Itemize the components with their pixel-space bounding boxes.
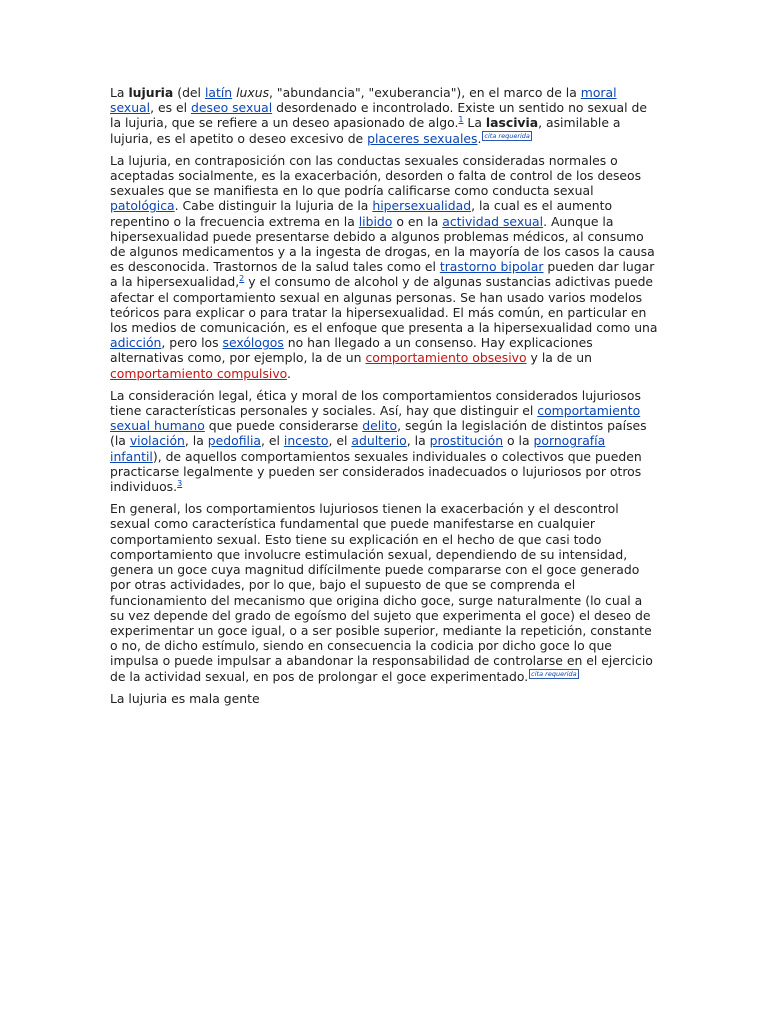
link-trastorno-bipolar[interactable]: trastorno bipolar <box>439 259 544 275</box>
link-latin[interactable]: latín <box>204 85 233 100</box>
text: La <box>463 115 486 131</box>
reference-link[interactable]: 2 <box>239 274 245 284</box>
text: , el <box>328 433 352 449</box>
text: , la <box>184 433 208 449</box>
text: La <box>110 85 129 100</box>
link-comportamiento-sexual-humano[interactable]: comportamiento sexual humano <box>110 403 641 434</box>
link-adulterio[interactable]: adulterio <box>351 433 407 449</box>
paragraph-intro <box>110 85 660 146</box>
text: , "abundancia", "exuberancia"), en el marco de la <box>269 85 581 100</box>
term-lascivia: lascivia <box>485 115 539 131</box>
reference-3[interactable] <box>177 479 182 488</box>
link-patologica[interactable]: patológica <box>110 198 175 214</box>
text: desordenado e incontrolado. Existe un sentido no sexual de la lujuria, que se refiere a un deseo apasionado de algo. <box>110 100 647 131</box>
text: y la de un <box>526 350 592 366</box>
link-pornografia-infantil[interactable]: pornografía infantil <box>110 433 606 464</box>
text: La consideración legal, ética y moral de los comportamientos considerados lujuriosos tiene características personales y sociales. Así, hay que distinguir el <box>110 387 641 419</box>
link-prostitucion[interactable]: prostitución <box>429 433 504 449</box>
text: La lujuria es mala gente <box>110 690 260 706</box>
text: y el consumo de alcohol y de algunas sustancias adictivas puede afectar el comportamiento sexual en algunas personas. Se han usado varios modelos teóricos para explicar o para tratar la hipersexualidad. El más común, en particular en los medios de comunicación, es el enfoque que presenta a la hipersexualidad como una <box>110 274 658 336</box>
link-hipersexualidad[interactable]: hipersexualidad <box>372 198 472 214</box>
paragraph-legal <box>110 388 660 494</box>
link-placeres-sexuales[interactable]: placeres sexuales <box>367 130 478 146</box>
paragraph-closing <box>110 691 660 706</box>
text: , es el <box>150 100 191 116</box>
reference-link[interactable]: 1 <box>458 115 464 125</box>
link-deseo-sexual[interactable]: deseo sexual <box>191 100 273 116</box>
link-libido[interactable]: libido <box>358 213 393 229</box>
paragraph-general <box>110 501 660 683</box>
link-adiccion[interactable]: adicción <box>110 335 162 351</box>
link-violacion[interactable]: violación <box>129 433 185 449</box>
text: . <box>287 365 291 381</box>
citation-needed-tag[interactable]: cita requerida <box>531 669 577 678</box>
link-actividad-sexual[interactable]: actividad sexual <box>442 213 544 229</box>
text: La lujuria, en contraposición con las conductas sexuales consideradas normales o aceptadas socialmente, es la exacerbación, desorden o falta de control de los deseos sexuales que se manifiesta en lo que podría calificarse como conducta sexual <box>110 152 642 199</box>
citation-needed-tag[interactable]: cita requerida <box>484 131 530 140</box>
link-moral-sexual[interactable]: moral sexual <box>110 85 617 116</box>
text: , el <box>260 433 284 449</box>
text: ), de aquellos comportamientos sexuales individuales o colectivos que pueden practicarse legalmente y pueden ser considerados inadecuados o lujuriosos por otros individuos. <box>110 448 642 495</box>
link-pedofilia[interactable]: pedofilia <box>207 433 261 449</box>
term-lujuria: lujuria <box>128 85 174 100</box>
text: , asimilable a lujuria, es el apetito o deseo excesivo de <box>110 115 621 146</box>
text: . <box>477 130 482 146</box>
term-luxus: luxus <box>236 85 270 100</box>
text: o la <box>503 433 534 449</box>
text: (del <box>173 85 205 100</box>
text: , pero los <box>161 335 223 351</box>
text: . Aunque la hipersexualidad puede presentarse debido a algunos problemas médicos, al consumo de algunos medicamentos y a la ingesta de drogas, en la mayoría de los casos la causa es desconocida. Trastornos de la salud tales como el <box>110 213 655 275</box>
text: o en la <box>392 213 443 229</box>
text: En general, los comportamientos lujuriosos tienen la exacerbación y el descontrol sexual como característica fundamental que puede manifestarse en cualquier comportamiento sexual. Esto tiene su explicación en el hecho de que casi todo comportamiento que involucre estimulación sexual, dependiendo de su intensidad, genera un goce cuya magnitud difícilmente puede compararse con el goce generado por otras actividades, por lo que, bajo el supuesto de que se comprenda el funcionamiento del mecanismo que origina dicho goce, surge naturalmente (lo cual a su vez depende del grado de egoísmo del sujeto que experimenta el goce) el deseo de experimentar un goce igual, o a ser posible superior, mediante la repetición, constante o no, de dicho estímulo, siendo en consecuencia la codicia por dicho goce lo que impulsa o puede impulsar a abandonar la responsabilidad de controlarse en el ejercicio de la actividad sexual, en pos de prolongar el goce experimentado. <box>110 501 653 684</box>
text: , la <box>406 433 430 449</box>
text: , la cual es el aumento repentino o la frecuencia extrema en la <box>110 198 613 229</box>
link-comportamiento-obsesivo[interactable]: comportamiento obsesivo <box>365 350 527 366</box>
article-body <box>110 85 660 713</box>
reference-link[interactable]: 3 <box>177 478 183 488</box>
text: . Cabe distinguir la lujuria de la <box>174 198 373 214</box>
link-delito[interactable]: delito <box>362 418 398 434</box>
paragraph-hipersexualidad <box>110 153 660 381</box>
text: , según la legislación de distintos países (la <box>110 418 647 449</box>
link-incesto[interactable]: incesto <box>283 433 329 449</box>
link-comportamiento-compulsivo[interactable]: comportamiento compulsivo <box>110 365 288 381</box>
text: no han llegado a un consenso. Hay explicaciones alternativas como, por ejemplo, la de un <box>110 335 593 366</box>
text: que puede considerarse <box>204 418 363 434</box>
link-sexologos[interactable]: sexólogos <box>222 335 284 351</box>
text: pueden dar lugar a la hipersexualidad, <box>110 259 655 290</box>
